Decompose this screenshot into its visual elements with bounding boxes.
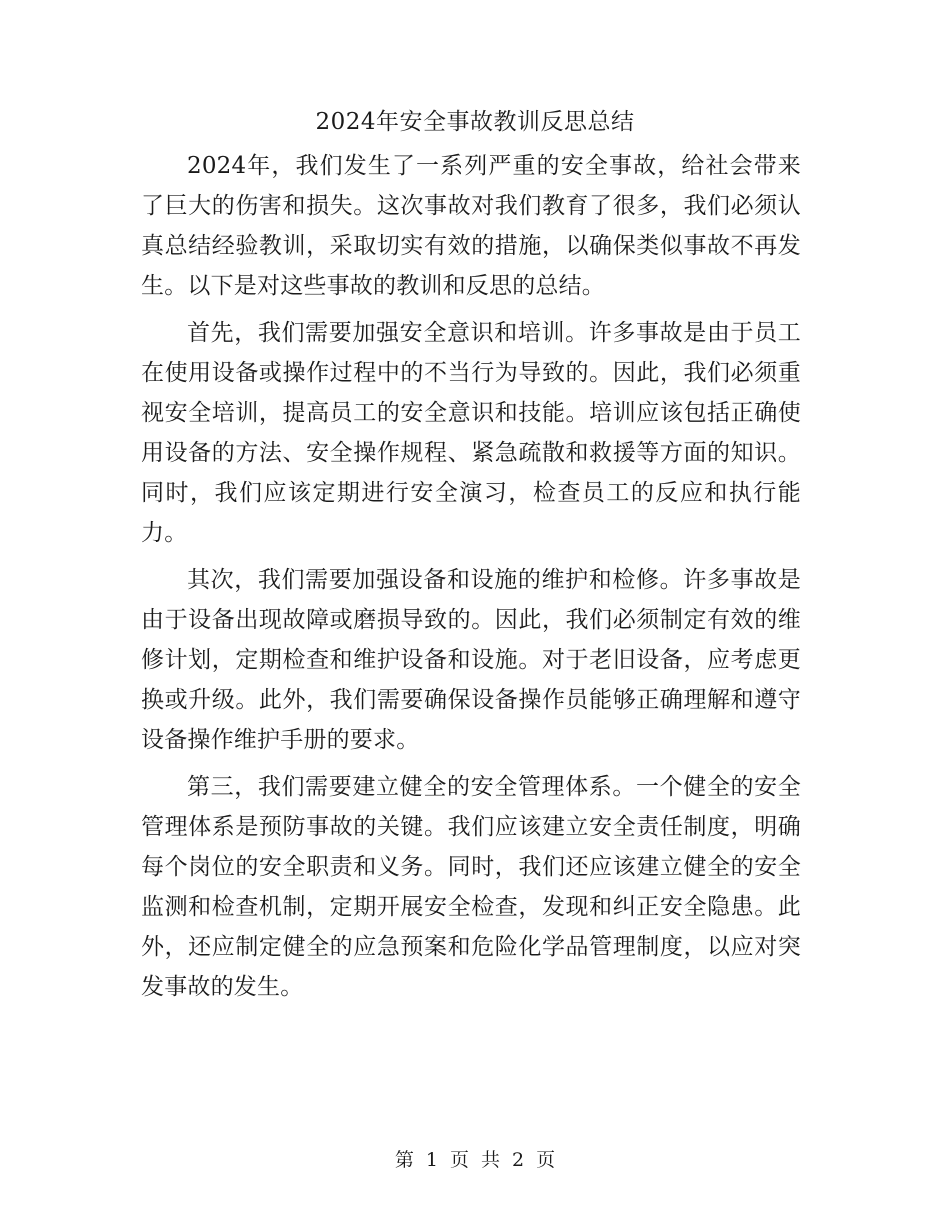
paragraph-safety-management: 第三，我们需要建立健全的安全管理体系。一个健全的安全管理体系是预防事故的关键。我们应该建立安全责任制度，明确每个岗位的安全职责和义务。同时，我们还应该建立健全的安全监测和检查机制，定期开展安全检查，发现和纠正安全隐患。此外，还应制定健全的应急预案和危险化学品管理制度，以应对突发事故的发生。: [141, 774, 801, 1000]
document-title: 2024年安全事故教训反思总结: [315, 109, 635, 135]
document-body: [141, 146, 801, 1014]
paragraph-equipment-maintenance: 其次，我们需要加强设备和设施的维护和检修。许多事故是由于设备出现故障或磨损导致的。因此，我们必须制定有效的维修计划，定期检查和维护设备和设施。对于老旧设备，应考虑更换或升级。此外，我们需要确保设备操作员能够正确理解和遵守设备操作维护手册的要求。: [141, 567, 801, 753]
paragraph-safety-training: 首先，我们需要加强安全意识和培训。许多事故是由于员工在使用设备或操作过程中的不当行为导致的。因此，我们必须重视安全培训，提高员工的安全意识和技能。培训应该包括正确使用设备的方法、安全操作规程、紧急疏散和救援等方面的知识。同时，我们应该定期进行安全演习，检查员工的反应和执行能力。: [141, 320, 801, 546]
paragraph-intro: 2024年，我们发生了一系列严重的安全事故，给社会带来了巨大的伤害和损失。这次事故对我们教育了很多，我们必须认真总结经验教训，采取切实有效的措施，以确保类似事故不再发生。以下是对这些事故的教训和反思的总结。: [141, 153, 801, 299]
page-number-footer: 第 1 页 共 2 页: [394, 1149, 556, 1171]
